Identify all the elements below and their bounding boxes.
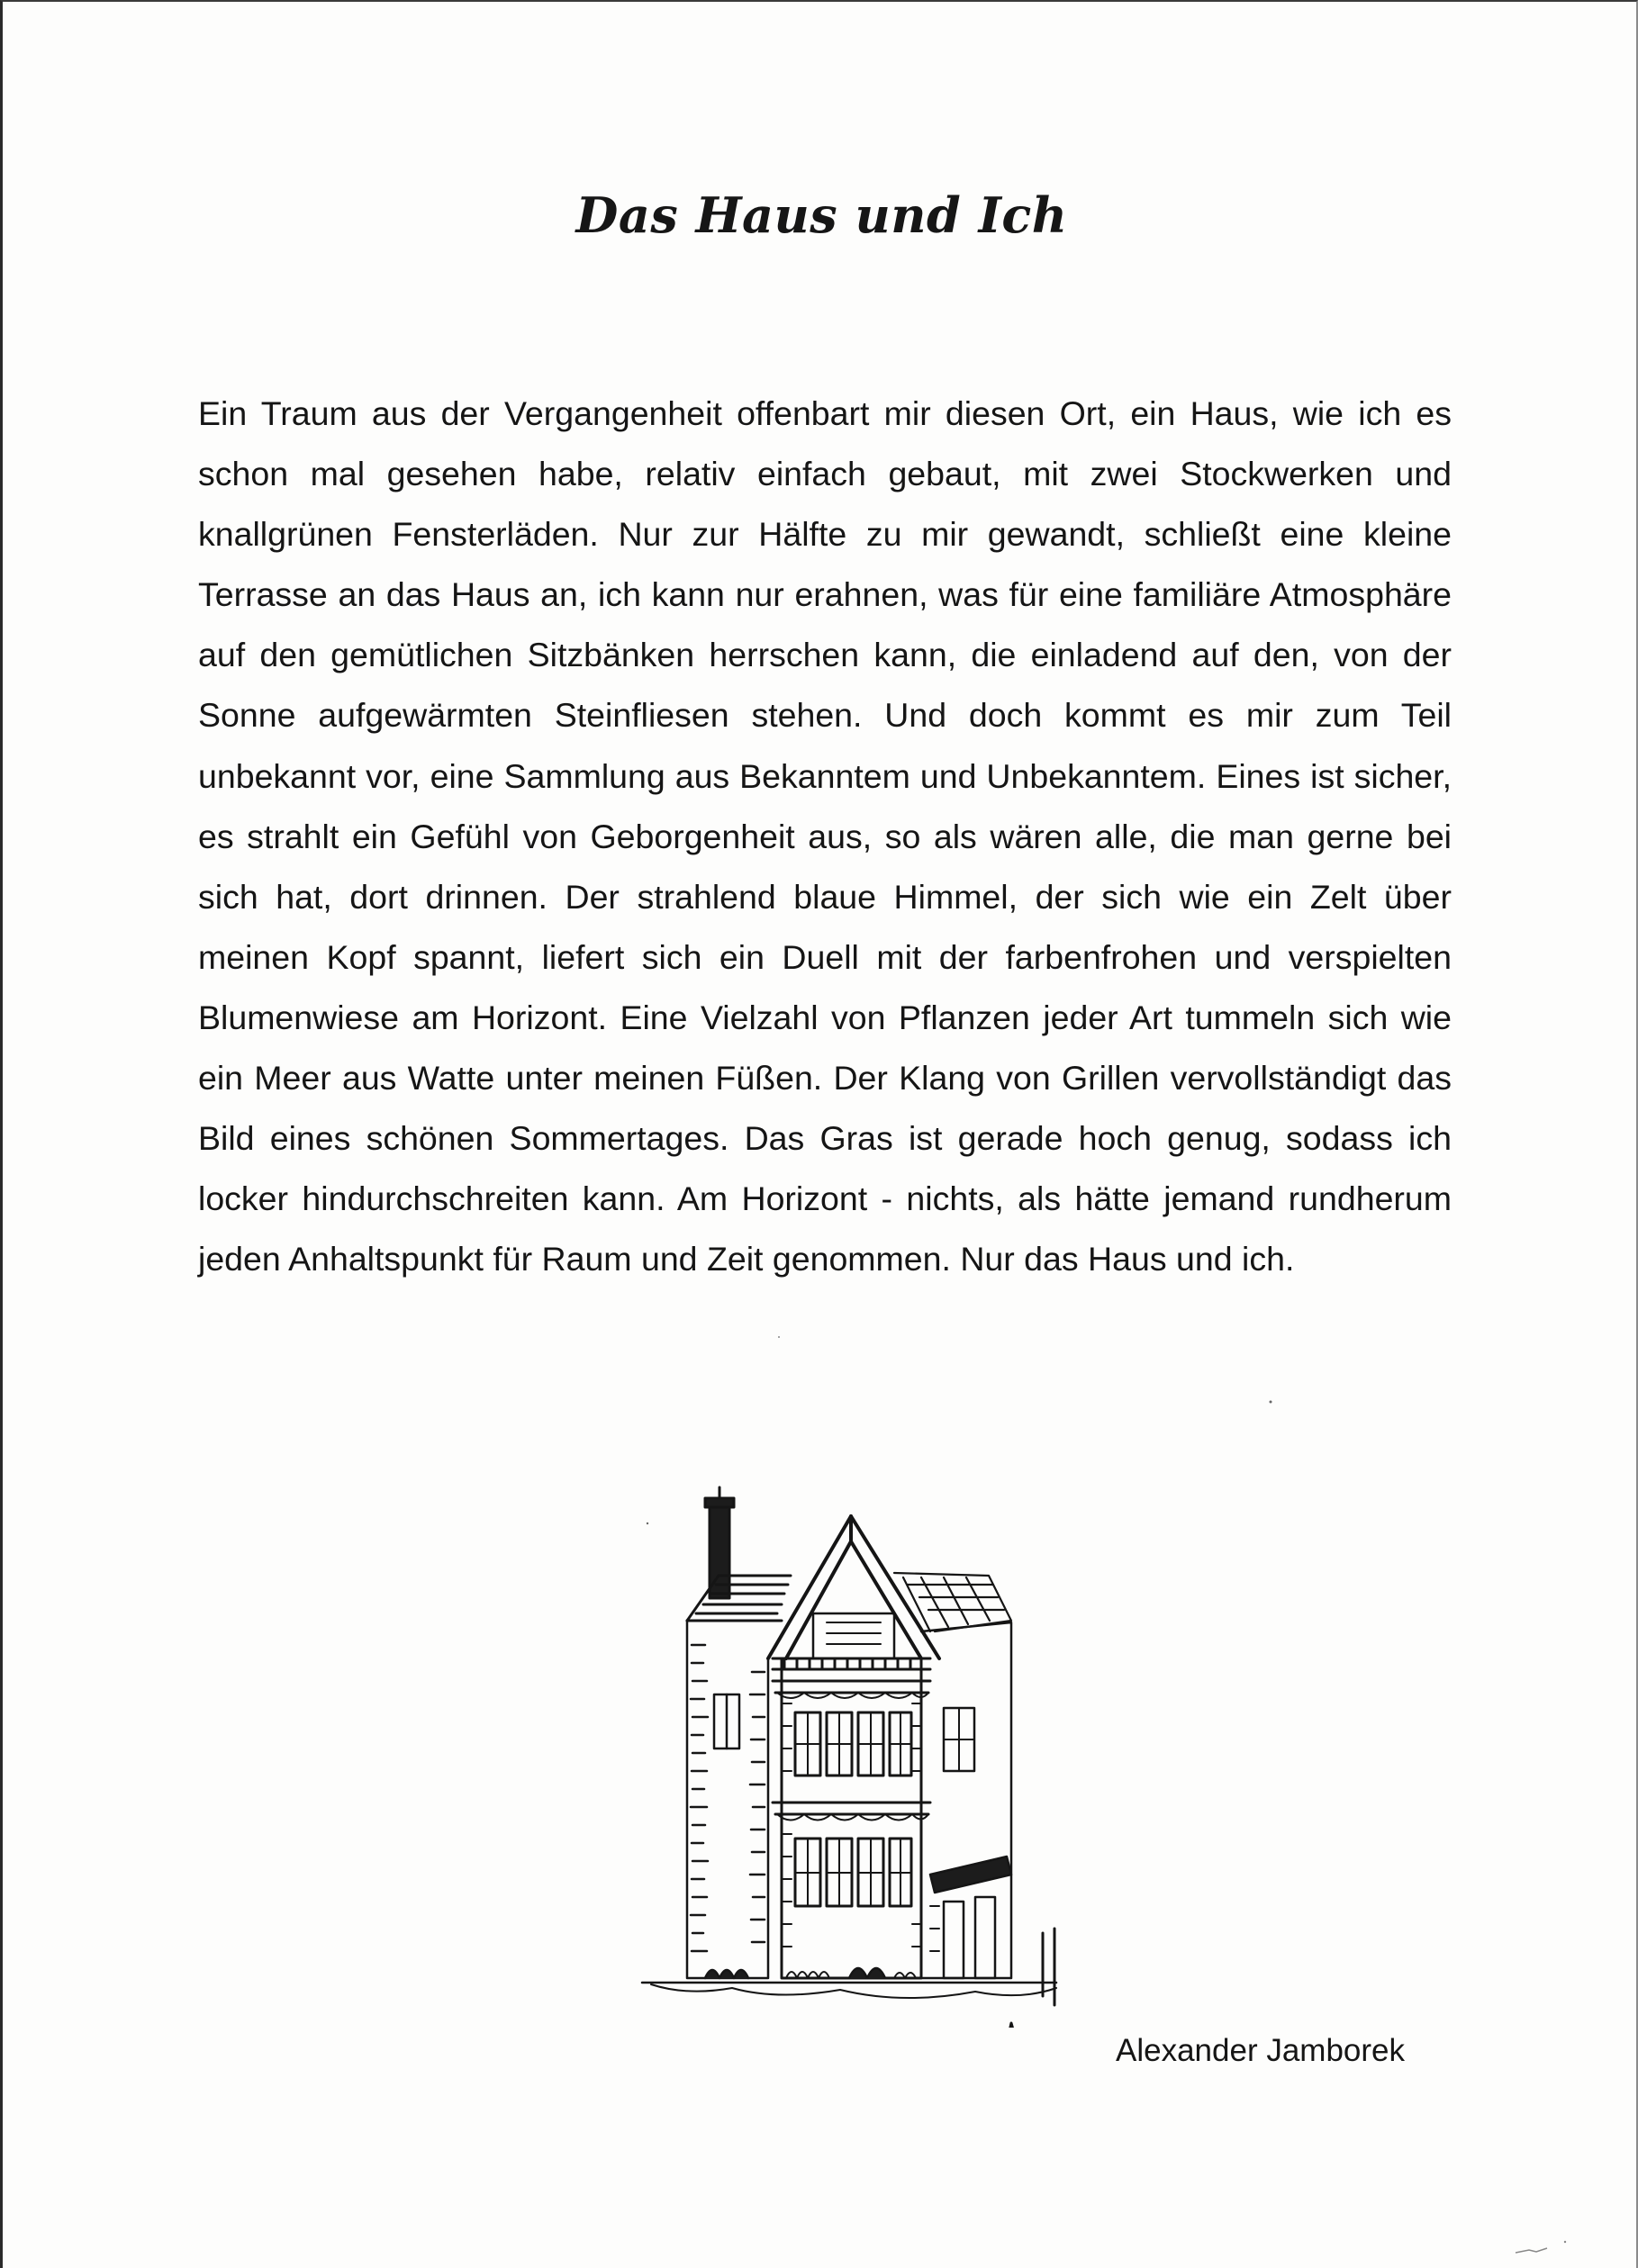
page-title: Das Haus und Ich [575,186,1068,244]
house-sketch-icon [633,1478,1065,2028]
chimney [705,1487,734,1598]
left-wall [687,1621,768,1978]
gable-roof [768,1516,939,1658]
author-name: Alexander Jamborek [1116,2033,1405,2068]
central-bay [773,1613,930,1978]
signature-initials [995,2023,1029,2028]
right-wing [921,1622,1011,1978]
right-roof [894,1573,1011,1631]
side-roof [687,1576,791,1621]
story-text: Ein Traum aus der Vergangenheit offenbart mir diesen Ort, ein Haus, wie ich es schon mal gesehen habe, relativ einfach gebaut, mit zwei Stockwerken und knallgrünen Fensterläden. Nur zur Hälfte zu mir gewandt, schließt eine kleine Terrasse an das Haus an, ich kann nur erahnen, was für eine familiäre Atmosphäre auf den gemütlichen Sitzbänken herrschen kann, die einladend auf den, von der Sonne aufgewärmten Steinfliesen stehen. Und doch kommt es mir zum Teil unbekannt vor, eine Sammlung aus Bekanntem und Unbekanntem. Eines ist sicher, es strahlt ein Gefühl von Geborgenheit aus, so als wären alle, die man gerne bei sich hat, dort drinnen. Der strahlend blaue Himmel, der sich wie ein Zelt über meinen Kopf spannt, liefert sich ein Duell mit der farbenfrohen und verspielten Blumenwiese am Horizont. Eine Vielzahl von Pflanzen jeder Art tummeln sich wie ein Meer aus Watte unter meinen Füßen. Der Klang von Grillen vervollständigt das Bild eines schönen Sommertages. Das Gras ist gerade hoch genug, sodass ich locker hindurchschreiten kann. Am Horizont - nichts, als hätte jemand rundherum jeden Anhaltspunkt für Raum und Zeit genommen. Nur das Haus und ich. [198,394,1452,1279]
